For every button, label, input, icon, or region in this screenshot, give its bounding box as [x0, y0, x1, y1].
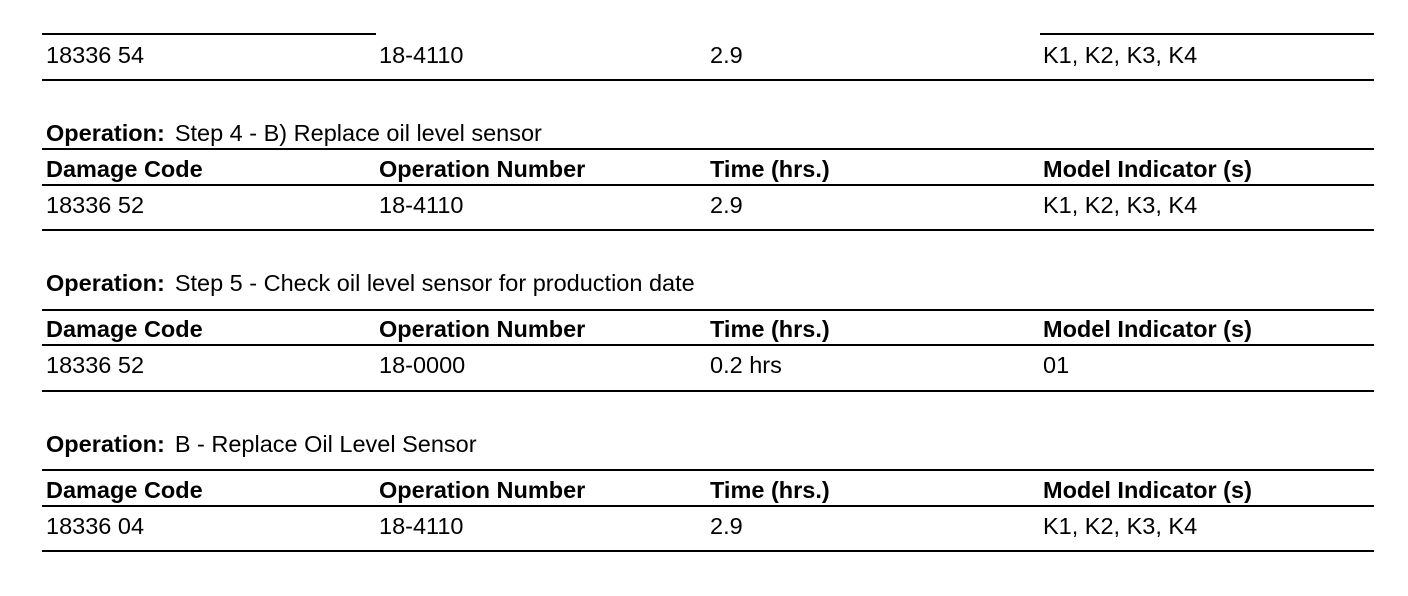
- top-rule-right: [1040, 33, 1374, 35]
- row-operation-number: 18-4110: [379, 513, 464, 539]
- row-model-indicator: K1, K2, K3, K4: [1043, 513, 1198, 539]
- table-rule-bottom: [42, 229, 1374, 231]
- header-operation-number: Operation Number: [379, 316, 586, 342]
- operation-title-b: [46, 430, 477, 458]
- top-time: 2.9: [710, 42, 743, 68]
- top-damage-code: 18336 54: [46, 42, 145, 68]
- top-operation-number: 18-4110: [379, 42, 464, 68]
- top-model-indicator: K1, K2, K3, K4: [1043, 42, 1198, 68]
- header-rule-bottom: [42, 344, 1374, 346]
- operation-description: Step 5 - Check oil level sensor for production date: [174, 270, 695, 296]
- header-operation-number: Operation Number: [379, 477, 586, 503]
- operation-description: Step 4 - B) Replace oil level sensor: [174, 120, 542, 146]
- operation-label: Operation:: [46, 431, 165, 457]
- top-rule-left: [42, 33, 376, 35]
- row-time: 2.9: [710, 513, 743, 539]
- header-rule-top: [42, 469, 1374, 471]
- row-operation-number: 18-4110: [379, 192, 464, 218]
- header-operation-number: Operation Number: [379, 156, 586, 182]
- table-rule-bottom: [42, 390, 1374, 392]
- header-damage-code: Damage Code: [46, 156, 203, 182]
- header-damage-code: Damage Code: [46, 477, 203, 503]
- operation-label: Operation:: [46, 270, 165, 296]
- header-model-indicator: Model Indicator (s): [1043, 316, 1252, 342]
- row-damage-code: 18336 52: [46, 192, 145, 218]
- operation-title-step5: [46, 269, 695, 297]
- header-model-indicator: Model Indicator (s): [1043, 477, 1252, 503]
- header-rule-bottom: [42, 184, 1374, 186]
- row-model-indicator: 01: [1043, 352, 1070, 378]
- header-model-indicator: Model Indicator (s): [1043, 156, 1252, 182]
- row-damage-code: 18336 04: [46, 513, 145, 539]
- row-operation-number: 18-0000: [379, 352, 466, 378]
- header-rule-top: [42, 309, 1374, 311]
- operation-label: Operation:: [46, 120, 165, 146]
- header-damage-code: Damage Code: [46, 316, 203, 342]
- header-time: Time (hrs.): [710, 316, 830, 342]
- header-time: Time (hrs.): [710, 477, 830, 503]
- row-time: 2.9: [710, 192, 743, 218]
- row-time: 0.2 hrs: [710, 352, 782, 378]
- operation-description: B - Replace Oil Level Sensor: [174, 431, 477, 457]
- row-damage-code: 18336 52: [46, 352, 145, 378]
- table-rule-bottom: [42, 550, 1374, 552]
- operation-title-step4: [46, 119, 542, 147]
- header-rule-top: [42, 148, 1374, 150]
- row-model-indicator: K1, K2, K3, K4: [1043, 192, 1198, 218]
- header-rule-bottom: [42, 505, 1374, 507]
- header-time: Time (hrs.): [710, 156, 830, 182]
- top-rule-bottom: [42, 79, 1374, 81]
